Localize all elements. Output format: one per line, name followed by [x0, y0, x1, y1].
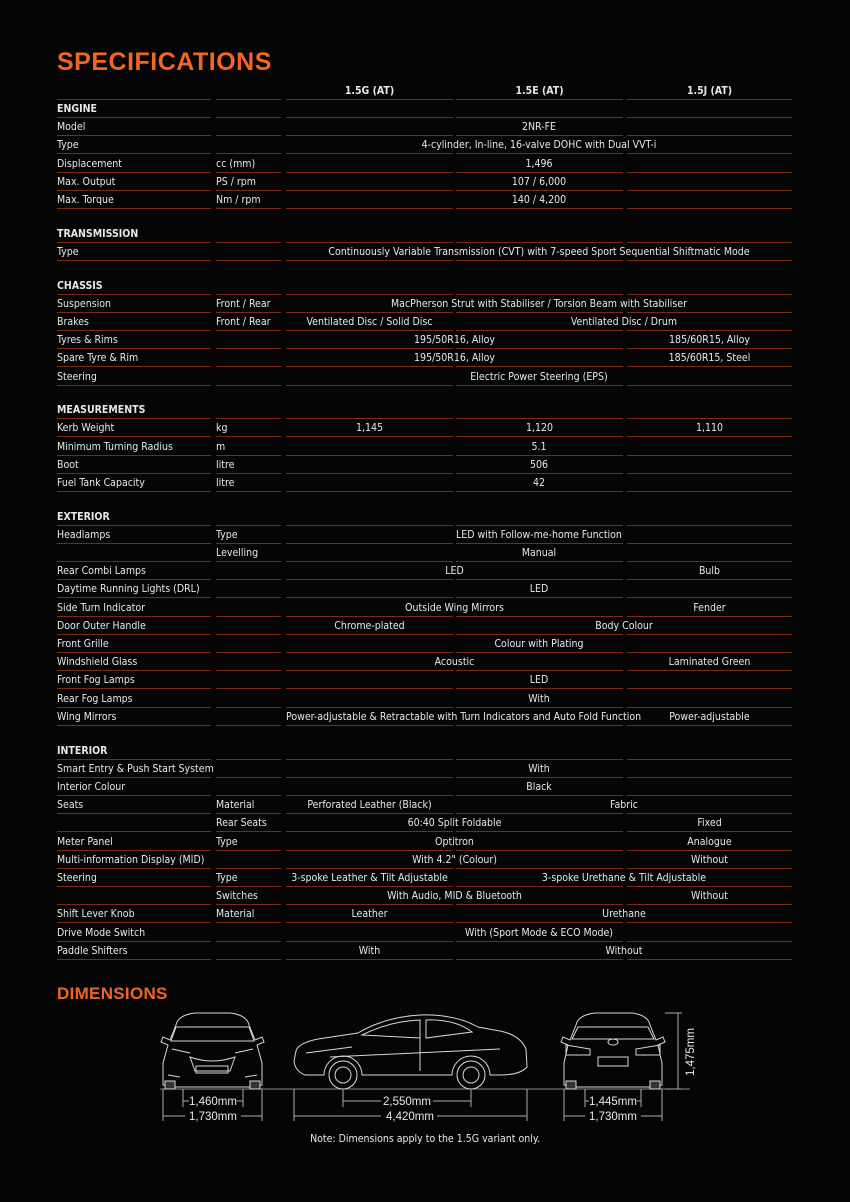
spec-unit: PS / rpm: [216, 175, 256, 188]
section-engine: [57, 100, 792, 118]
spec-label: Daytime Running Lights (DRL): [57, 583, 200, 596]
spec-row: [57, 173, 792, 191]
row-divider: [216, 208, 281, 209]
spec-value: Power-adjustable: [669, 710, 750, 723]
spec-value: Ventilated Disc / Drum: [570, 315, 678, 328]
spec-unit: Type: [216, 528, 238, 541]
spec-unit: Front / Rear: [216, 297, 271, 310]
spec-row: [57, 544, 792, 562]
rear-track-label: 1,445mm: [589, 1096, 637, 1108]
row-divider: [57, 725, 211, 726]
spec-unit: Front / Rear: [216, 315, 271, 328]
variant-header-row: [57, 82, 792, 100]
front-track-label: 1,460mm: [189, 1096, 237, 1108]
spec-value: LED: [529, 583, 549, 596]
spec-label: Brakes: [57, 315, 89, 328]
spec-value: 1,496: [525, 157, 553, 170]
spec-label: Side Turn Indicator: [57, 601, 146, 614]
row-divider: [286, 959, 453, 960]
spec-value: 1,145: [355, 422, 384, 435]
spec-label: Headlamps: [57, 528, 111, 541]
spec-row: [57, 295, 792, 313]
spec-row: [57, 313, 792, 331]
row-divider: [286, 260, 453, 261]
spec-value: With (Sport Mode & ECO Mode): [464, 926, 613, 939]
section-exterior: [57, 508, 792, 526]
car-front-view: [161, 1013, 264, 1089]
spec-unit: kg: [216, 422, 228, 435]
row-divider: [286, 725, 453, 726]
spec-row: [57, 653, 792, 671]
spec-unit: Material: [216, 799, 255, 812]
spec-value: Without: [691, 853, 728, 866]
spec-row: [57, 368, 792, 386]
row-divider: [57, 959, 211, 960]
spec-unit: Type: [216, 871, 238, 884]
row-divider: [456, 385, 623, 386]
spec-row: [57, 851, 792, 869]
spec-value: With: [528, 762, 550, 775]
row-divider: [627, 385, 792, 386]
section-measurements: [57, 401, 792, 419]
spec-row: [57, 869, 792, 887]
spec-value: With Audio, MID & Bluetooth: [387, 890, 522, 903]
variant-header: 1.5E (AT): [515, 85, 564, 97]
spec-value: Chrome-plated: [334, 619, 405, 632]
row-divider: [57, 385, 211, 386]
spec-row: [57, 833, 792, 851]
spec-value: Bulb: [698, 565, 721, 578]
spec-label: Kerb Weight: [57, 422, 115, 435]
spec-label: Front Fog Lamps: [57, 674, 135, 687]
spec-value: 42: [532, 477, 546, 489]
row-divider: [216, 725, 281, 726]
page-title: SPECIFICATIONS: [57, 48, 272, 76]
spec-value: Analogue: [687, 835, 732, 848]
row-divider: [57, 491, 211, 492]
spec-unit: litre: [216, 477, 235, 489]
spec-value: 1,120: [525, 422, 554, 435]
spec-value: Manual: [521, 547, 557, 560]
spec-value: Optitron: [435, 835, 474, 848]
spec-value: 3-spoke Urethane & Tilt Adjustable: [541, 871, 707, 884]
spec-value: With 4.2" (Colour): [412, 853, 497, 866]
row-divider: [627, 260, 792, 261]
row-divider: [456, 725, 623, 726]
spec-value: With: [528, 692, 550, 705]
spec-value: 4-cylinder, In-line, 16-valve DOHC with Dual VVT-i: [421, 139, 657, 152]
spec-value: 3-spoke Leather & Tilt Adjustable: [291, 871, 448, 884]
spec-value: Without: [605, 944, 643, 957]
spec-row: [57, 474, 792, 492]
spec-row: [57, 905, 792, 923]
spec-value: Body Colour: [595, 619, 653, 632]
spec-row: [57, 331, 792, 349]
spec-value: Fender: [693, 601, 726, 614]
row-divider: [627, 491, 792, 492]
row-divider: [57, 208, 211, 209]
spec-label: Type: [57, 245, 79, 258]
row-divider: [286, 385, 453, 386]
spec-value: 506: [529, 458, 549, 471]
spec-value: Laminated Green: [668, 656, 751, 669]
section-title: CHASSIS: [57, 279, 103, 292]
spec-row: [57, 456, 792, 474]
spec-label: Door Outer Handle: [57, 619, 146, 632]
spec-value: 140 / 4,200: [511, 194, 567, 206]
spec-row: [57, 526, 792, 544]
car-side-view: [294, 1015, 527, 1089]
spec-row: [57, 155, 792, 173]
spec-label: Interior Colour: [57, 780, 126, 793]
section-title: TRANSMISSION: [57, 227, 139, 240]
spec-label: Tyres & Rims: [57, 334, 118, 347]
spec-value: LED with Follow-me-home Function: [456, 528, 622, 541]
spec-unit: litre: [216, 458, 235, 471]
spec-value: 1,110: [695, 422, 724, 435]
wheelbase-label: 2,550mm: [383, 1096, 431, 1108]
section-title: ENGINE: [57, 103, 97, 115]
spec-row: [57, 419, 792, 437]
spec-value: MacPherson Strut with Stabiliser / Torsion Beam with Stabiliser: [391, 297, 687, 310]
spec-value: 195/50R16, Alloy: [414, 334, 495, 347]
spec-row: [57, 136, 792, 154]
spec-unit: Type: [216, 835, 238, 848]
spec-unit: Switches: [216, 890, 258, 903]
row-divider: [456, 959, 623, 960]
spec-row: [57, 617, 792, 635]
spec-row: [57, 671, 792, 689]
spec-value: Without: [691, 890, 728, 903]
spec-row: [57, 814, 792, 832]
spec-row: [57, 580, 792, 598]
spec-row: [57, 708, 792, 726]
spec-label: Type: [57, 139, 79, 152]
spec-label: Steering: [57, 370, 97, 383]
spec-value: Urethane: [602, 908, 646, 921]
row-divider: [57, 260, 211, 261]
front-width-label: 1,730mm: [189, 1111, 237, 1123]
row-divider: [456, 208, 623, 209]
spec-row: [57, 778, 792, 796]
spec-value: Black: [526, 780, 552, 793]
spec-value: 60:40 Split Foldable: [407, 817, 502, 830]
row-divider: [627, 208, 792, 209]
spec-value: Colour with Plating: [494, 638, 584, 651]
spec-unit: Levelling: [216, 547, 259, 560]
spec-label: Rear Fog Lamps: [57, 692, 133, 705]
spec-label: Wing Mirrors: [57, 710, 117, 723]
spec-label: Windshield Glass: [57, 656, 138, 669]
row-divider: [286, 208, 453, 209]
variant-header: 1.5G (AT): [344, 85, 395, 97]
spec-value: LED: [529, 674, 549, 687]
spec-value: Outside Wing Mirrors: [405, 601, 504, 614]
row-divider: [456, 260, 623, 261]
spec-value: 2NR-FE: [521, 121, 557, 134]
overall-length-label: 4,420mm: [386, 1111, 434, 1123]
section-title: INTERIOR: [57, 744, 108, 757]
row-divider: [216, 491, 281, 492]
spec-label: Max. Torque: [57, 194, 114, 206]
row-divider: [216, 260, 281, 261]
spec-label: Fuel Tank Capacity: [57, 477, 145, 489]
spec-value: Fabric: [610, 799, 638, 812]
spec-unit: Nm / rpm: [216, 194, 261, 206]
spec-label: Paddle Shifters: [57, 944, 128, 957]
spec-unit: m: [216, 440, 226, 453]
spec-unit: cc (mm): [216, 157, 256, 170]
spec-row: [57, 438, 792, 456]
spec-unit: Rear Seats: [216, 817, 267, 830]
dimensions-title: DIMENSIONS: [57, 984, 168, 1003]
spec-label: Max. Output: [57, 175, 116, 188]
spec-unit: Material: [216, 908, 255, 921]
spec-value: 5.1: [531, 440, 547, 453]
section-interior: [57, 742, 792, 760]
spec-label: Model: [57, 121, 86, 134]
spec-row: [57, 887, 792, 905]
spec-value: Continuously Variable Transmission (CVT) with 7-speed Sport Sequential Shiftmatic Mode: [328, 245, 750, 258]
spec-label: Boot: [57, 458, 79, 471]
spec-value: Acoustic: [434, 656, 475, 669]
height-label: 1,475mm: [685, 1028, 697, 1076]
spec-value: Power-adjustable & Retractable with Turn Indicators and Auto Fold Function: [286, 710, 642, 723]
spec-row: [57, 635, 792, 653]
row-divider: [216, 385, 281, 386]
spec-label: Minimum Turning Radius: [57, 440, 173, 453]
spec-row: [57, 690, 792, 708]
spec-row: [57, 562, 792, 580]
section-title: EXTERIOR: [57, 510, 110, 523]
section-transmission: [57, 225, 792, 243]
spec-value: 185/60R15, Alloy: [669, 334, 750, 347]
spec-row: [57, 599, 792, 617]
spec-row: [57, 191, 792, 209]
variant-header: 1.5J (AT): [686, 85, 733, 97]
spec-label: Shift Lever Knob: [57, 908, 135, 921]
spec-value: Fixed: [697, 817, 722, 830]
spec-value: 185/60R15, Steel: [668, 352, 751, 365]
spec-value: Ventilated Disc / Solid Disc: [306, 315, 433, 328]
car-rear-view: [561, 1013, 665, 1089]
spec-label: Multi-information Display (MID): [57, 853, 205, 866]
spec-label: Rear Combi Lamps: [57, 565, 146, 578]
spec-value: 107 / 6,000: [511, 175, 567, 188]
section-title: MEASUREMENTS: [57, 404, 146, 417]
spec-row: [57, 942, 792, 960]
spec-row: [57, 118, 792, 136]
spec-value: With: [358, 944, 381, 957]
spec-label: Seats: [57, 799, 84, 812]
spec-row: [57, 796, 792, 814]
row-divider: [216, 959, 281, 960]
spec-value: 195/50R16, Alloy: [414, 352, 495, 365]
row-divider: [456, 491, 623, 492]
spec-label: Front Grille: [57, 638, 109, 651]
rear-width-label: 1,730mm: [589, 1111, 637, 1123]
row-divider: [627, 725, 792, 726]
dimensions-note: Note: Dimensions apply to the 1.5G variant only.: [310, 1133, 540, 1145]
spec-value: LED: [445, 565, 464, 578]
spec-row: [57, 243, 792, 261]
spec-row: [57, 760, 792, 778]
spec-label: Suspension: [57, 297, 112, 310]
spec-label: Spare Tyre & Rim: [57, 352, 139, 365]
spec-label: Drive Mode Switch: [57, 926, 146, 939]
spec-label: Smart Entry & Push Start System: [57, 762, 214, 775]
spec-label: Meter Panel: [57, 835, 113, 848]
spec-row: [57, 924, 792, 942]
spec-label: Displacement: [57, 157, 122, 170]
spec-value: Electric Power Steering (EPS): [470, 370, 608, 383]
spec-label: Steering: [57, 871, 97, 884]
row-divider: [286, 491, 453, 492]
spec-value: Perforated Leather (Black): [307, 799, 432, 812]
section-chassis: [57, 277, 792, 295]
spec-row: [57, 349, 792, 367]
spec-value: Leather: [351, 908, 388, 921]
row-divider: [627, 959, 792, 960]
